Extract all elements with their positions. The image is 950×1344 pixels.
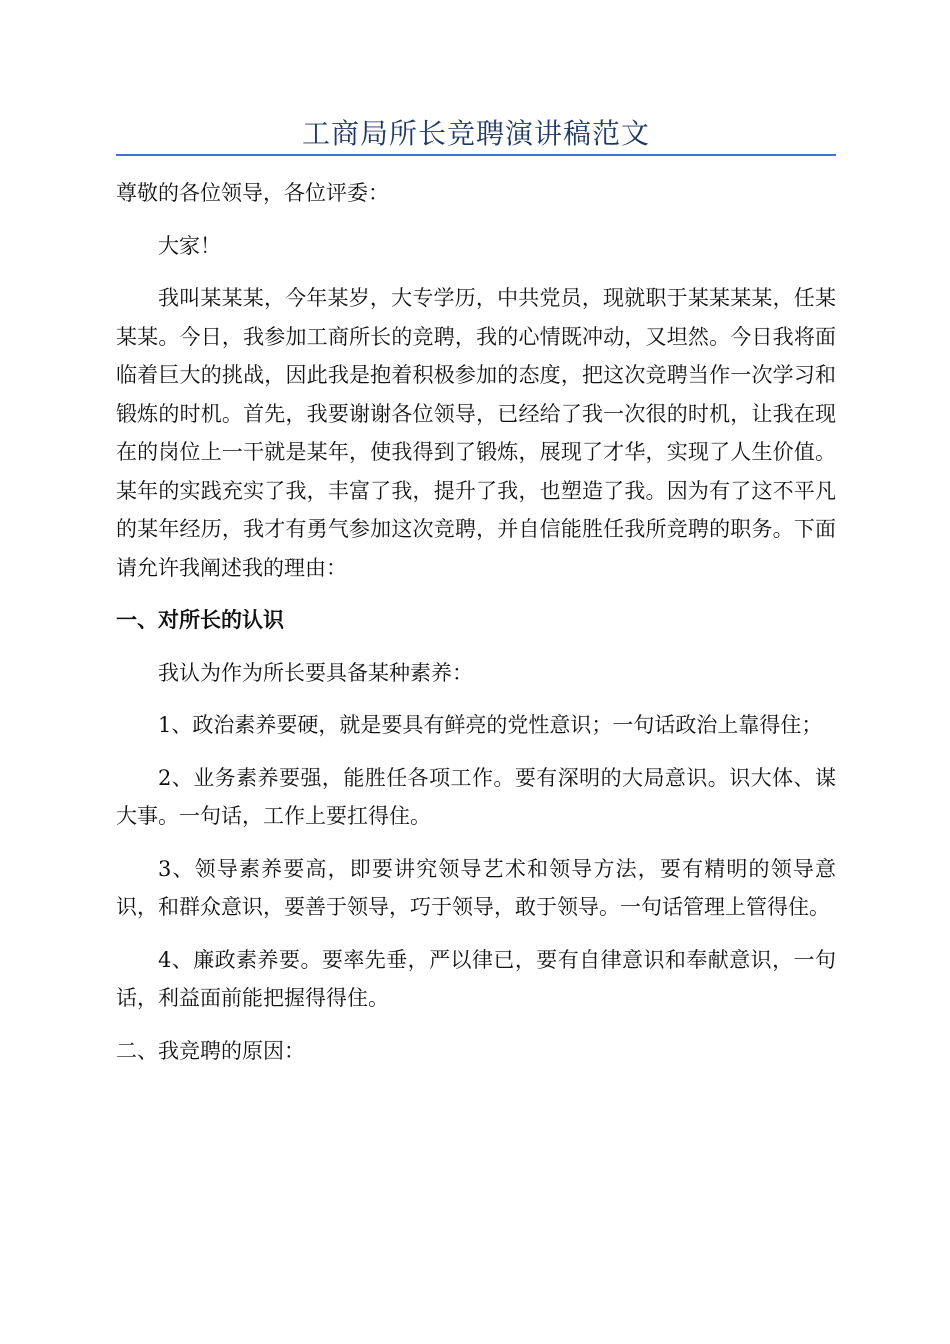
section-1-lead: 我认为作为所长要具备某种素养： — [158, 660, 473, 685]
intro-paragraph: 我叫某某某，今年某岁，大专学历，中共党员，现就职于某某某某，任某某某。今日，我参加工商所长的竞聘，我的心情既冲动，又坦然。今日我将面临着巨大的挑战，因此我是抱着积极参加的态度，把这次竞聘当作一次学习和锻炼的时机。首先，我要谢谢各位领导，已经给了我一次很的时机，让我在现在的岗位上一干就是某年，使我得到了锻炼，展现了才华，实现了人生价值。某年的实践充实了我，丰富了我，提升了我，也塑造了我。因为有了这不平凡的某年经历，我才有勇气参加这次竞聘，并自信能胜任我所竞聘的职务。下面请允许我阐述我的理由： — [116, 286, 836, 580]
page-title: 工商局所长竞聘演讲稿范文 — [301, 117, 650, 150]
list-item-1: 1、政治素养要硬，就是要具有鲜亮的党性意识；一句话政治上靠得住； — [158, 713, 823, 737]
salutation: 尊敬的各位领导，各位评委： — [116, 181, 389, 205]
document-body — [116, 174, 836, 1084]
section-heading-1: 一、对所长的认识 — [116, 607, 284, 632]
list-item-3: 3、领导素养要高，即要讲究领导艺术和领导方法，要有精明的领导意识，和群众意识，要善于领导，巧于领导，敢于领导。一句话管理上管得住。 — [116, 856, 836, 919]
greeting: 大家！ — [158, 233, 221, 258]
title-underline — [116, 154, 836, 156]
list-item-4: 4、廉政素养要。要率先垂，严以律已，要有自律意识和奉献意识，一句话，利益面前能把握得得住。 — [116, 947, 836, 1010]
section-heading-2: 二、我竞聘的原因： — [116, 1038, 305, 1063]
list-item-2: 2、业务素养要强，能胜任各项工作。要有深明的大局意识。识大体、谋大事。一句话，工作上要扛得住。 — [116, 765, 836, 828]
